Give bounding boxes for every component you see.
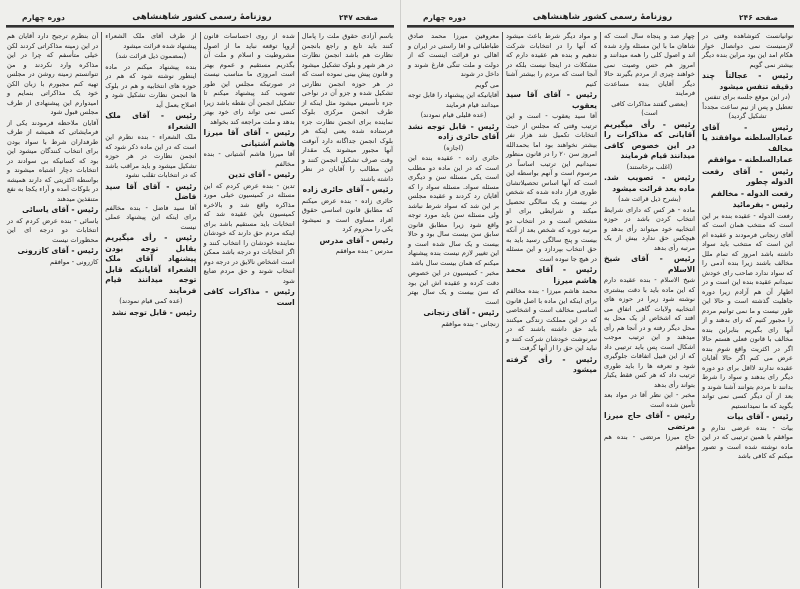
paragraph: حاج میرزا مرتضی - بنده هم موافقم xyxy=(604,433,695,451)
text-column xyxy=(298,32,396,588)
paragraph: رفعت الدوله - عقیده بنده بر این است که منتخب همان است که آقای زنجانی فرمودند و عقیده ام این است که منتخب باید سواد داشته باشد امروز که تمام ملل مخالف باشند زیرا بنده آدمی را که سواد ندارد صاحب رای خودش نمیدانم عقیده بنده این است و در اظهار آن هم آزادم زیرا دوره جاهلیت گذشته است و حالا این طور نیست و ما نمی توانیم مردم را مجبور کنیم که رای بدهند و از آنها رای بگیریم بنابراین بنده مخالف با قانون فعلی هستم حالا اگر در اکثریت واقع شوم بنده عرض می کنم اگر حالا آقایان عقیده ندارند لااقل برای دو دوره دیگر رای بدهند و سواد را شرط بدانند تا مردم بتوانند آشنا شوند و بعد از آن دیگر کسی نمی تواند بگوید که ما نمیدانستیم xyxy=(702,211,793,410)
paragraph: بنده پیشنهاد میکنم در ماده اینطور نوشته شود که هم در حوزه های انتخابیه و هم در بلوک ها انجمن نظارت تشکیل شود و اصلاح بعمل آید xyxy=(105,62,197,109)
paragraph: تدین - بنده عرض کردم که این مسئله در کمیسیون خیلی مورد مذاکره واقع شد و بالاخره کمیسیون باین عقیده شد که انتخابات باید مستقیم باشد برای اینکه مردم حق دارند که خودشان نماینده خودشان را انتخاب کنند و اگر انتخابات دو درجه باشد ممکن است اشخاص نالایق در درجه دوم انتخاب شوند و حق مردم ضایع شود xyxy=(203,181,295,285)
speaker-line: رئیس - آقای ملک الشعراء xyxy=(105,111,197,131)
speaker-line: رئیس - آقای آقا سید یعقوب xyxy=(506,90,597,110)
paragraph: مخبر - این نظر آقا در مواد بعد تأمین شده است xyxy=(604,391,695,409)
text-column xyxy=(698,32,796,588)
paragraph: ملک الشعراء - بنده نظرم این است که در این ماده ذکر شود که انجمن نظارت در هر حوزه تشکیل میشود و باید مراقب باشد که در انتخابات تقلب نشود xyxy=(105,133,197,179)
speaker-line: رئیس - عجالتاً چند دقیقه تنفس میشود xyxy=(702,71,793,91)
text-column xyxy=(405,32,502,588)
speaker-line: رئیس - آقای حائری زاده xyxy=(302,185,393,194)
paragraph: ماده - هر کس که دارای شرایط انتخاب کردن باشد در حوزه انتخابیه خود میتواند رأی بدهد و هیچکس حق ندارد بیش از یک مرتبه رأی بدهد xyxy=(604,205,695,252)
note-line: (عده کمی قیام نمودند) xyxy=(119,297,183,305)
paragraph: معروفین میرزا محمد صادق طباطبائی و اقا راستی در ایران و اهالی دو قرائت اینست که از دولت و ملت تنگی فارغ شوند و داخل در شوند xyxy=(408,32,499,78)
paragraph: آقایان ملاحظه فرمودند یکی از فرمایشاتی که همیشه از طرف طرفداران شرط با سواد بودن برای انتخاب کنندگان میشود این بود که کسانیکه بی سوادند در انتخابات دچار اشتباه میشوند و بواسطه اکثریتی که دارند همیشه در بلوکات آمده و آراء یکجا به نفع متنفذین میدهند xyxy=(7,118,99,203)
speaker-line: عمادالسلطنه - موافقم xyxy=(707,155,793,164)
paragraph: حائری زاده - بنده عرض میکنم که مطابق قانون اساسی حقوق افراد مساوی است و نمیشود یکی را محروم کرد xyxy=(301,196,393,233)
paragraph: کازرونی - موافقم xyxy=(50,257,99,266)
speaker-line: رئیس - رأی میگیریم آقایانی که مذاکرات را در این خصوص کافی میدانند قیام فرمایند xyxy=(604,119,695,160)
text-column xyxy=(200,32,298,588)
paragraph: بیات - بنده عرضی ندارم و موافقم با همین ترتیبی که در این ماده نوشته شده است و تصور میکنم که کافی باشد xyxy=(702,423,793,460)
header-rule xyxy=(407,25,794,28)
note-line: (در این موقع جلسه برای تنفس تعطیل و پس از نیم ساعت مجدداً تشکیل گردید) xyxy=(702,93,793,120)
page-number: صفحه ۲۴۷ xyxy=(339,13,378,22)
page-number: صفحه ۲۴۶ xyxy=(739,13,778,22)
paragraph: آقا سید یعقوب - است و این ترتیب وقتی که مجلس از حیث انتخابات تکمیل شد هزار نفر بیشتر نخواهند بود اما بحمدالله امروز سن ۲۰ را در قانون منظور نمیدانیم این ترتیب اساساً در مرسوم است و آنهم بواسطه این است که آنها اساس تحصیلاتشان طوری قرار داده شده که شخص در بیست و یک سالگی تحصیل میکند و شرایطی برای او مشخص است و در انتخاب دو مرتبه دوره که شخص بعد از آنکه بیست و پنج سالگی رسید باید به حق انتخاب بپردازد و این مسئله در هیچ جا نبوده است xyxy=(506,112,597,263)
text-columns xyxy=(4,32,396,588)
speaker-line: رئیس - آقای رفعت الدوله چطور xyxy=(702,166,793,186)
speaker-line: رئیس - آقای عمادالسلطنه موافقند یا مخالف xyxy=(702,122,793,153)
speaker-line: رئیس - آقای آقا میرزا هاشم آشتیانی xyxy=(203,128,295,148)
paragraph: آقا سید فاضل - بنده مخالفم برای اینکه این پیشنهاد عملی نیست xyxy=(105,203,197,231)
text-column xyxy=(4,32,101,588)
paragraph: از طرف آقای ملک الشعراء پیشنهاد شده قرائت میشود xyxy=(105,32,197,50)
speaker-line: رئیس - قابل توجه نشد آقای حائری زاده xyxy=(408,121,499,141)
note-line: (بعضی گفتند مذاکرات کافی است) xyxy=(611,99,688,117)
paragraph: یاسائی - بنده عرض کردم که در انتخابات دو درجه ای این محظورات نیست xyxy=(7,216,99,244)
speaker-line: رئیس - آقای آقا سید فاضل xyxy=(105,181,197,201)
paragraph: و مواد دیگر شرط باعث میشود که آنها را در انتخابات شرکت ندهیم و بنده هم عقیده دارم که مشکلات در اینجا نیست بلکه در آنجا است که مردم را بیشتر آشنا کنیم xyxy=(506,32,597,88)
speaker-line: رئیس - آقای زنجانی xyxy=(423,308,499,317)
note-line: (اجازه) xyxy=(443,143,464,152)
paragraph: می گویم xyxy=(475,80,499,89)
speaker-line: رئیس - آقای بیات xyxy=(727,412,793,421)
header-rule xyxy=(6,25,394,28)
paragraph: آقایانیکه این پیشنهاد را قابل توجه میدانند قیام فرمایند xyxy=(408,91,499,109)
speaker-line: رئیس - بفرمائید xyxy=(732,200,793,209)
paragraph: آن بنظرم ترجیح دارد آقایان هم در این زمینه مذاکراتی کردند لکن خیلی متأسفم که چرا در این مذاکره وارد نکردند و من تنوانستم زمینه روشن در مجلس تهیه کنم مجبورم با زبان الکن خود یک مذاکراتی بنمایم و امیدوارم این پیشنهادی از طرف مجلس قبول شود xyxy=(7,32,99,116)
paragraph: باسم آزادی حقوق ملت را پامال کنند باید تابع و راجع بانجمن نظارت هم باشد انجمن نظارت در هر شهر و بلوک تشکیل میشود و قانون پیش بینی نموده است که در هر حوزه انجمن نظارتی تشکیل شده و جزو آن در نواحی جزء تأسیس میشود مثل اینکه از طرف انجمن مرکزی بلوک نماینده برای انجمن نظارت جزء فرستاده شده یعنی اینکه هر بلوک انجمن جداگانه دارد آنوقت آنها مجبور میشوند یک مقدار وقت صرف تشکیل انجمن کنند و این مطالب را آقایان در نظر داشته باشند xyxy=(301,32,393,183)
page-header xyxy=(4,0,396,22)
period-label: دوره چهارم xyxy=(423,13,466,22)
speaker-line: رئیس - مذاکرات کافی است xyxy=(203,287,295,307)
newspaper-title: روزنامهٔ رسمی کشور شاهنشاهی xyxy=(132,12,272,22)
paragraph: زنجانی - بنده موافقم xyxy=(441,319,499,328)
paragraph: مدرس - بنده موافقم xyxy=(335,247,393,255)
text-columns xyxy=(405,32,796,588)
speaker-line: رئیس - رأی میگیریم بقابل توجه بودن پیشنهاد آقای ملک الشعراء آقایانیکه قابل توجه میدانند قیام فرمایند xyxy=(105,233,197,295)
speaker-line: رئیس - آقای یاسائی xyxy=(22,205,99,214)
newspaper-title: روزنامهٔ رسمی کشور شاهنشاهی xyxy=(532,12,673,22)
text-column xyxy=(101,32,199,588)
speaker-line: رئیس - آقای محمد هاشم میرزا xyxy=(506,265,597,285)
speaker-line: رئیس - قابل توجه نشد xyxy=(111,307,197,317)
speaker-line: رئیس - آقای حاج میرزا مرتضی xyxy=(604,411,695,431)
text-column xyxy=(502,32,600,588)
note-line: (اغلب برخاستند) xyxy=(626,162,673,171)
paragraph: چهار صد و پنجاه سال است که شاهان ما با این مسئله وارد شده اند و اصول کلی را همه میدانند و امروز هم حس وصیت نمی خواهند چیزی از مردم بگیرند حالا دیگر آقایان بنده مساعدت فرمایند xyxy=(604,32,695,97)
paragraph: حائری زاده - عقیده بنده این است که در این ماده دو مطلب است یکی مسئله سن و دیگری مسئله سواد. مسئله سواد را که آقایان رد کردند و عقیده مجلس بر این شد که سواد شرط نباشد ولی مسئله سن باید مورد توجه واقع شود زیرا مطابق قانون سابق سن بیست سال بود و حالا بیست و یک سال شده است و این تغییر لازم نیست بنده پیشنهاد میکنم که همان بیست سال باشد xyxy=(408,154,499,267)
speaker-line: رئیس - آقای مدرس xyxy=(319,235,393,245)
text-column xyxy=(600,32,698,588)
note-line: (بشرح ذیل قرائت شد) xyxy=(618,195,681,203)
note-line: (عده قلیلی قیام نمودند) xyxy=(420,111,487,119)
speaker-line: رفعت الدوله - مخالفم xyxy=(710,188,793,198)
paragraph: نوانیانست کتوشاهده وقتی در لازمنیست نمی دوانصال خوار هکام امد این بود مراین بنده دیگر بیشتر نمی گویم xyxy=(702,32,793,69)
speaker-line: رئیس - آقای کازرونی xyxy=(17,246,99,255)
speaker-line: رئیس - رأی گرفته میشود xyxy=(506,354,597,374)
speaker-line: رئیس - آقای تدین xyxy=(228,170,295,179)
paragraph: مخبر - کمیسیون در این خصوص دقت کرده و عقیده اش این بود که سن بیست و یک سال بهتر است xyxy=(408,269,499,306)
paragraph: شیخ الاسلام - بنده عقیده دارم که این ماده باید با دقت بیشتری نوشته شود زیرا در حوزه های انتخابیه ولایات گاهی اتفاق می افتد که اشخاص از یک محل به محل دیگر رفته و در آنجا هم رأی میدهند و این ترتیب موجب اشکال است پس باید ترتیبی داد که از این قبیل اتفاقات جلوگیری شود و تعرفه ها را باید طوری ترتیب داد که هر کس فقط یکبار بتواند رأی بدهد xyxy=(604,276,695,389)
note-line: (بمضمون ذیل قرائت شد) xyxy=(115,52,187,60)
speaker-line: رئیس - تصویب شد. ماده بعد قرائت میشود xyxy=(604,173,695,193)
paragraph: محمد هاشم میرزا - بنده مخالفم برای اینکه این ماده با اصل قانون اساسی مخالف است و اشخاصی که در این مملکت زندگی میکنند باید حق داشته باشند که در سرنوشت خودشان شرکت کنند و نباید این حق را از آنها گرفت xyxy=(506,287,597,352)
paragraph: شده از روی احساسات قانون اروپا توقعه نباید ما از اصول مشروطیت و اسلام و ملت آن بگذریم مستقیم و عموم بهتر است امروزی ما مناسب نیست در صورتیکه مجلس این طور تصویب کند پیشنهاد میکنم تا تشکیل انجمن آن نقطه باشد زیرا کسی نمی تواند رای خود بهتر بدهد و ملت مراجعه کند بخواهد xyxy=(203,32,295,126)
page-header xyxy=(405,0,796,22)
speaker-line: رئیس - آقای شیخ الاسلام xyxy=(604,254,695,274)
paragraph: آقا میرزا هاشم آشتیانی - بنده مخالفم xyxy=(203,150,295,168)
page-right xyxy=(400,0,800,589)
period-label: دوره چهارم xyxy=(22,13,65,22)
